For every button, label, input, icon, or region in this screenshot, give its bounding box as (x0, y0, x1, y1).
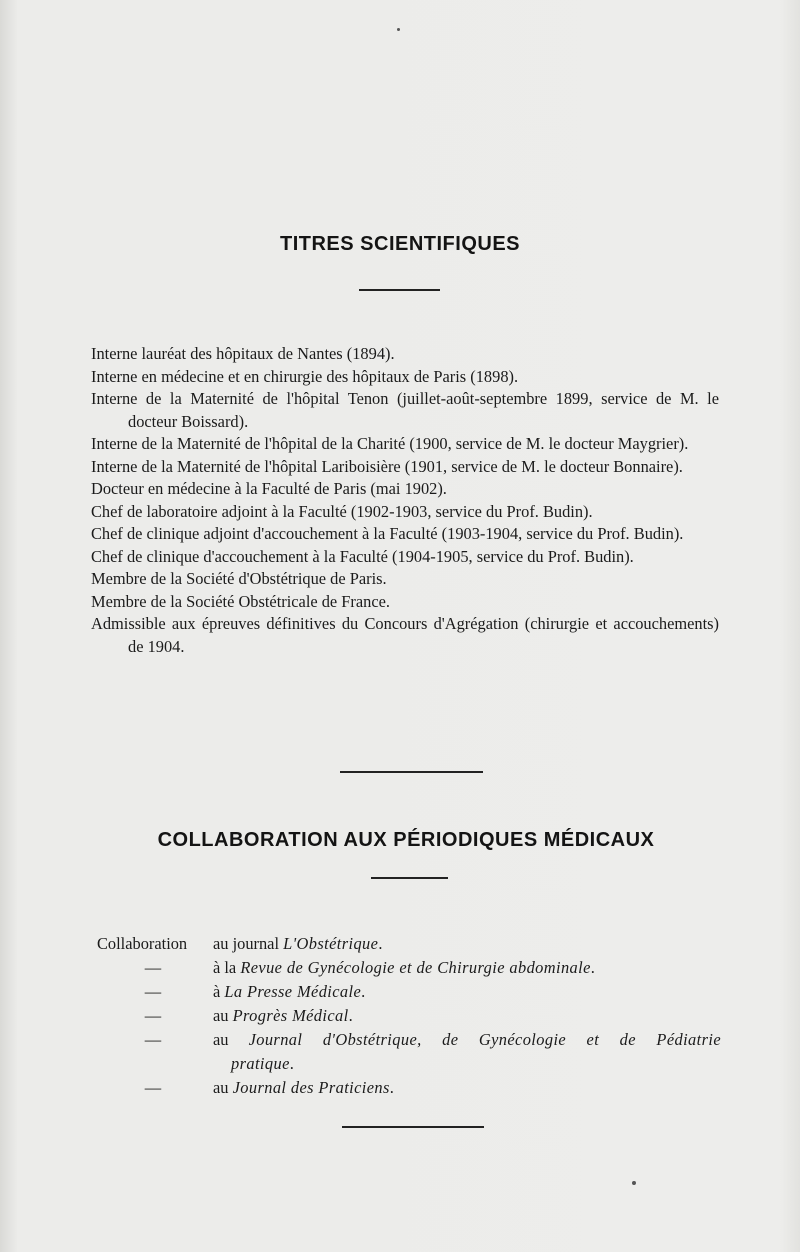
collaboration-list (97, 932, 721, 1100)
titres-list (91, 343, 719, 658)
titres-entry: Membre de la Société d'Obstétrique de Paris. (91, 569, 387, 588)
titres-entry: Docteur en médecine à la Faculté de Paris (mai 1902). (91, 479, 447, 498)
titres-heading: TITRES SCIENTIFIQUES (279, 233, 521, 255)
section-divider-rule (340, 771, 483, 773)
ditto-dash: — (144, 1006, 162, 1025)
collaboration-heading: COLLABORATION AUX PÉRIODIQUES MÉDICAUX (157, 829, 655, 851)
collaboration-row-continuation: pratique. (231, 1054, 294, 1073)
titres-entry: Interne de la Maternité de l'hôpital Tenon (juillet-août-septembre 1899, service de M. le docteur Boissard). (91, 389, 719, 431)
titres-entry: Interne en médecine et en chirurgie des hôpitaux de Paris (1898). (91, 366, 519, 386)
titres-entry: Chef de laboratoire adjoint à la Faculté (1902-1903, service du Prof. Budin). (91, 501, 593, 521)
collaboration-row: — au Journal d'Obstétrique, de Gynécologie et de Pédiatrie (97, 1028, 721, 1052)
journal-title: La Presse Médicale (224, 982, 362, 1001)
journal-title: Journal des Praticiens (232, 1078, 390, 1097)
ink-speck (397, 28, 400, 31)
journal-title: Revue de Gynécologie et de Chirurgie abdominale (240, 958, 591, 977)
journal-title: Journal d'Obstétrique, de Gynécologie et de Pédiatrie (248, 1030, 721, 1049)
closing-rule (342, 1126, 484, 1128)
titres-entry: Interne lauréat des hôpitaux de Nantes (1894). (91, 344, 395, 363)
collaboration-heading-rule (371, 877, 448, 879)
journal-title: L'Obstétrique (283, 934, 379, 953)
titres-entry: Interne de la Maternité de l'hôpital de la Charité (1900, service de M. le docteur Maygrier). (91, 434, 689, 453)
titres-entry: Admissible aux épreuves définitives du Concours d'Agrégation (chirurgie et accouchements) de 1904. (91, 614, 719, 656)
ditto-dash: — (144, 1078, 162, 1097)
ditto-dash: — (144, 1030, 162, 1049)
titres-entry: Chef de clinique d'accouchement à la Faculté (1904-1905, service du Prof. Budin). (91, 546, 634, 566)
titres-heading-rule (359, 289, 440, 291)
ditto-dash: — (144, 958, 162, 977)
ink-speck (632, 1181, 636, 1185)
collaboration-row: — à la Revue de Gynécologie et de Chirurgie abdominale. (97, 956, 721, 980)
titres-entry: Membre de la Société Obstétricale de France. (91, 591, 391, 611)
collaboration-row: — au Journal des Praticiens. (97, 1076, 721, 1100)
titres-entry: Chef de clinique adjoint d'accouchement à la Faculté (1903-1904, service du Prof. Budin). (91, 524, 684, 543)
collaboration-row: Collaboration au journal L'Obstétrique. (97, 932, 721, 956)
titres-entry: Interne de la Maternité de l'hôpital Lariboisière (1901, service de M. le docteur Bonnaire). (91, 456, 683, 476)
collaboration-row: — au Progrès Médical. (97, 1004, 721, 1028)
journal-title: Progrès Médical (232, 1006, 349, 1025)
collaboration-row: — à La Presse Médicale. (97, 980, 721, 1004)
ditto-dash: — (144, 982, 162, 1001)
collaboration-label: Collaboration (97, 934, 188, 953)
